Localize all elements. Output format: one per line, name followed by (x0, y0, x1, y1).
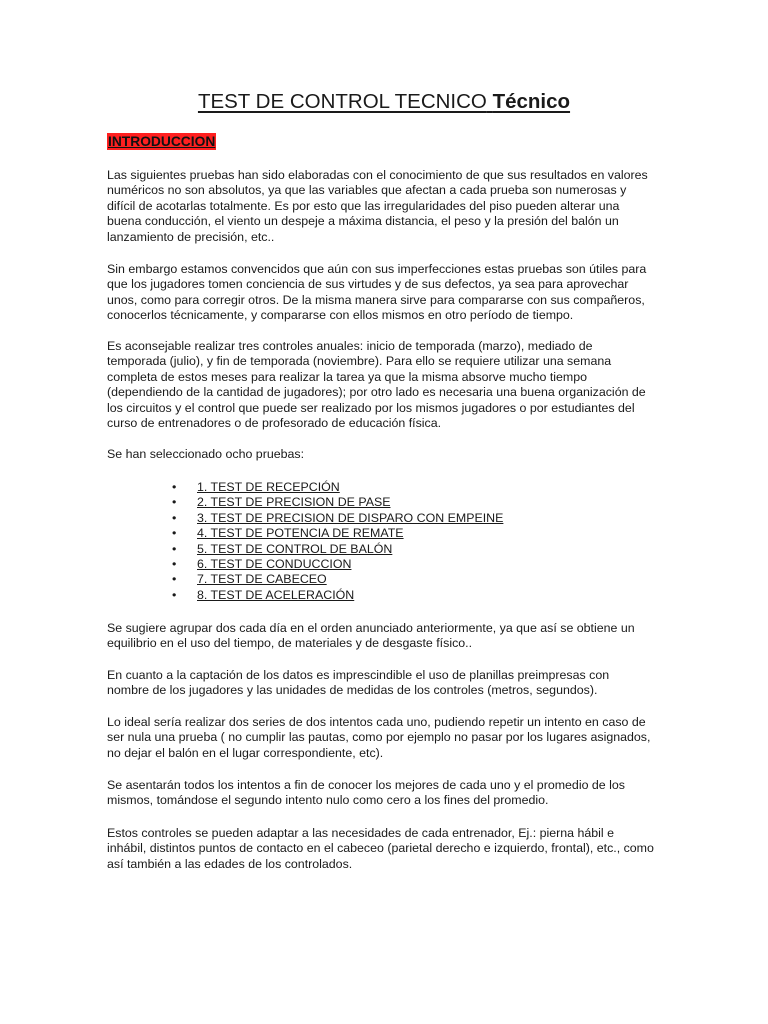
paragraph-line: que los jugadores tomen conciencia de sus virtudes y de sus defectos, ya sea para aprovechar (107, 277, 629, 292)
paragraph-line: así también a las edades de los controlados. (107, 856, 353, 871)
test-item-label: 3. TEST DE PRECISION DE DISPARO CON EMPEINE (197, 510, 504, 525)
paragraph-line: temporada (julio), y fin de temporada (noviembre). Para ello se requiere utilizar una semana (107, 354, 612, 369)
test-item-label: 4. TEST DE POTENCIA DE REMATE (197, 526, 404, 541)
bullet-icon: • (172, 572, 177, 587)
test-item-label: 6. TEST DE CONDUCCION (197, 557, 352, 572)
paragraph-line: En cuanto a la captación de los datos es imprescindible el uso de planillas preimpresas con (107, 668, 610, 682)
paragraph-line: nombre de los jugadores y las unidades de medidas de los controles (metros, segundos). (107, 683, 598, 698)
section-heading: INTRODUCCION (108, 134, 216, 149)
test-item-label: 1. TEST DE RECEPCIÓN (197, 480, 340, 494)
test-list-item (172, 526, 503, 541)
test-item-label: 5. TEST DE CONTROL DE BALÓN (197, 541, 393, 556)
paragraph-line: curso de entrenadores o de profesorado de educación física. (107, 416, 442, 431)
test-item-label: 7. TEST DE CABECEO (197, 572, 327, 587)
title-bold: Técnico (492, 90, 571, 113)
test-list-item (172, 572, 503, 587)
paragraph-attempts (107, 778, 667, 809)
test-item-label: 2. TEST DE PRECISION DE PASE (197, 495, 391, 510)
paragraph-line: difícil de acotarlas totalmente. Es por esto que las irregularidades del piso pueden alterar una (107, 198, 620, 213)
bullet-icon: • (172, 587, 177, 602)
paragraph-line: los circuitos y el control que puede ser realizado por los mismos jugadores o por estudiantes del (107, 400, 635, 415)
paragraph-adaptation (107, 826, 667, 872)
bullet-icon: • (172, 495, 177, 510)
paragraph-line: inhábil, distintos puntos de contacto en el cabeceo (parietal derecho e izquierdo, frontal), etc., como (107, 841, 654, 856)
bullet-icon: • (172, 557, 177, 572)
paragraph-line: Las siguientes pruebas han sido elaboradas con el conocimiento de que sus resultados en valores (107, 168, 648, 182)
paragraph-line: Es aconsejable realizar tres controles anuales: inicio de temporada (marzo), mediado de (107, 339, 593, 353)
bullet-icon: • (172, 510, 177, 525)
bullet-icon: • (172, 541, 177, 556)
paragraph-imperfections (107, 262, 667, 324)
paragraph-intro (107, 168, 667, 245)
paragraph-line: buena conducción, el viento un despeje a máxima distancia, el peso y la presión del balón un (107, 214, 619, 229)
test-list-item (172, 495, 503, 510)
paragraph-line: mismos, tomándose el segundo intento nulo como cero a los fines del promedio. (107, 793, 549, 808)
bullet-icon: • (172, 480, 177, 494)
test-list-item (172, 480, 503, 495)
paragraph-series (107, 715, 667, 761)
test-list-item (172, 588, 503, 603)
paragraph-line: ser nula una prueba ( no cumplir las pautas, como por ejemplo no pasar por los lugares asignados, (107, 730, 651, 745)
paragraph-line: Se asentarán todos los intentos a fin de conocer los mejores de cada uno y el promedio de los (107, 778, 625, 792)
paragraph-data-capture (107, 668, 667, 699)
paragraph-line: completa de estos meses para realizar la tarea ya que la misma absorve mucho tiempo (107, 369, 588, 384)
paragraph-selected-tests (107, 447, 667, 462)
paragraph-line: Lo ideal sería realizar dos series de dos intentos cada uno, pudiendo repetir un intento en caso de (107, 715, 646, 729)
paragraph-line: conocerlos técnicamente, y compararse con ellos mismos en otro período de tiempo. (107, 308, 574, 323)
paragraph-line: Se han seleccionado ocho pruebas: (107, 447, 305, 461)
paragraph-annual-controls (107, 339, 667, 431)
paragraph-line: numéricos no son absolutos, ya que las variables que afectan a cada prueba son numerosas y (107, 183, 627, 198)
paragraph-grouping (107, 621, 667, 652)
paragraph-line: Sin embargo estamos convencidos que aún con sus imperfecciones estas pruebas son útiles para (107, 262, 647, 276)
paragraph-line: unos, como para corregir otros. De la misma manera sirve para compararse con sus compañeros, (107, 292, 645, 307)
test-item-label: 8. TEST DE ACELERACIÓN (197, 587, 355, 602)
test-list-item (172, 542, 503, 557)
bullet-icon: • (172, 526, 177, 541)
test-list-item (172, 557, 503, 572)
title-regular: TEST DE CONTROL TECNICO (197, 90, 487, 113)
paragraph-line: lanzamiento de precisión, etc.. (107, 229, 275, 244)
paragraph-line: equilibrio en el uso del tiempo, de materiales y de desgaste físico.. (107, 636, 473, 651)
paragraph-line: no dejar el balón en el lugar correspondiente, etc). (107, 745, 384, 760)
test-list (172, 480, 503, 603)
paragraph-line: (dependiendo de la cantidad de jugadores); por otro lado es necesaria una buena organización de (107, 385, 646, 400)
paragraph-line: Estos controles se pueden adaptar a las necesidades de cada entrenador, Ej.: pierna hábil e (107, 826, 614, 840)
test-list-item (172, 511, 503, 526)
paragraph-line: Se sugiere agrupar dos cada día en el orden anunciado anteriormente, ya que así se obtiene un (107, 621, 635, 635)
page-title (0, 89, 768, 115)
